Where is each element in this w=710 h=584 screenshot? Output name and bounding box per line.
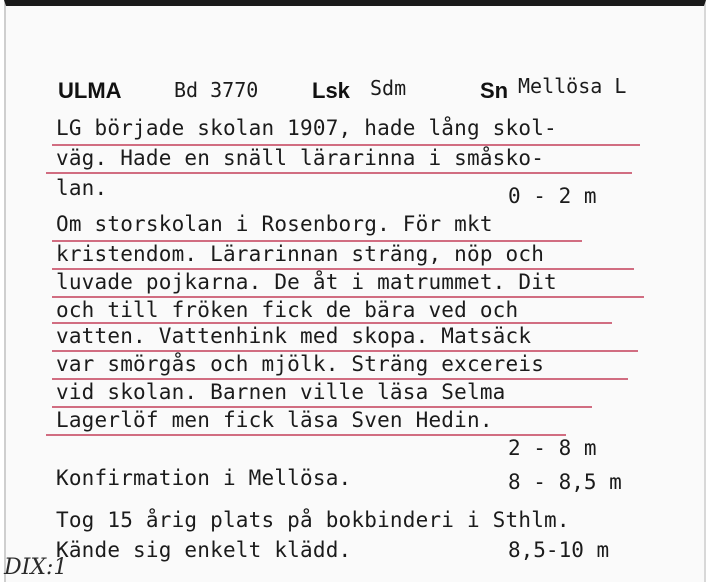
underline-1: [52, 144, 640, 146]
duration-1: 0 - 2 m: [508, 184, 597, 208]
text-line-13: Tog 15 årig plats på bokbinderi i Sthlm.: [56, 508, 570, 532]
sn-label: Sn: [480, 78, 509, 103]
duration-2: 2 - 8 m: [508, 436, 597, 460]
underline-3: [52, 240, 582, 242]
underline-10: [46, 434, 566, 436]
text-line-4: Om storskolan i Rosenborg. För mkt: [56, 212, 493, 236]
text-line-14: Kände sig enkelt klädd.: [56, 538, 352, 562]
bd-value: Bd 3770: [174, 78, 259, 102]
underline-9: [52, 406, 592, 408]
text-line-11: Lagerlöf men fick läsa Sven Hedin.: [56, 408, 493, 432]
archive-card: [4, 0, 706, 582]
duration-4: 8,5-10 m: [508, 538, 610, 562]
text-line-3: lan.: [56, 176, 108, 200]
underline-7: [52, 350, 638, 352]
underline-4: [52, 268, 634, 270]
lsk-label: Lsk: [312, 78, 350, 103]
text-line-8: vatten. Vattenhink med skopa. Matsäck: [56, 324, 532, 348]
text-line-1: LG började skolan 1907, hade lång skol-: [56, 116, 557, 140]
text-line-12: Konfirmation i Mellösa.: [56, 466, 352, 490]
underline-8: [52, 378, 628, 380]
underline-5: [52, 296, 644, 298]
signature: DIX:1: [4, 555, 68, 580]
text-line-2: väg. Hade en snäll lärarinna i småsko-: [56, 146, 545, 170]
underline-2: [46, 172, 632, 174]
text-line-7: och till fröken fick de bära ved och: [56, 298, 519, 322]
text-line-10: vid skolan. Barnen ville läsa Selma: [56, 380, 506, 404]
duration-3: 8 - 8,5 m: [508, 470, 622, 494]
text-line-5: kristendom. Lärarinnan sträng, nöp och: [56, 242, 545, 266]
underline-6: [52, 322, 612, 324]
lsk-value: Sdm: [370, 76, 407, 100]
ort-label: ULMA: [58, 78, 122, 103]
text-line-6: luvade pojkarna. De åt i matrummet. Dit: [56, 270, 557, 294]
sn-value: Mellösa L: [518, 74, 627, 98]
text-line-9: var smörgås och mjölk. Sträng excereis: [56, 352, 545, 376]
